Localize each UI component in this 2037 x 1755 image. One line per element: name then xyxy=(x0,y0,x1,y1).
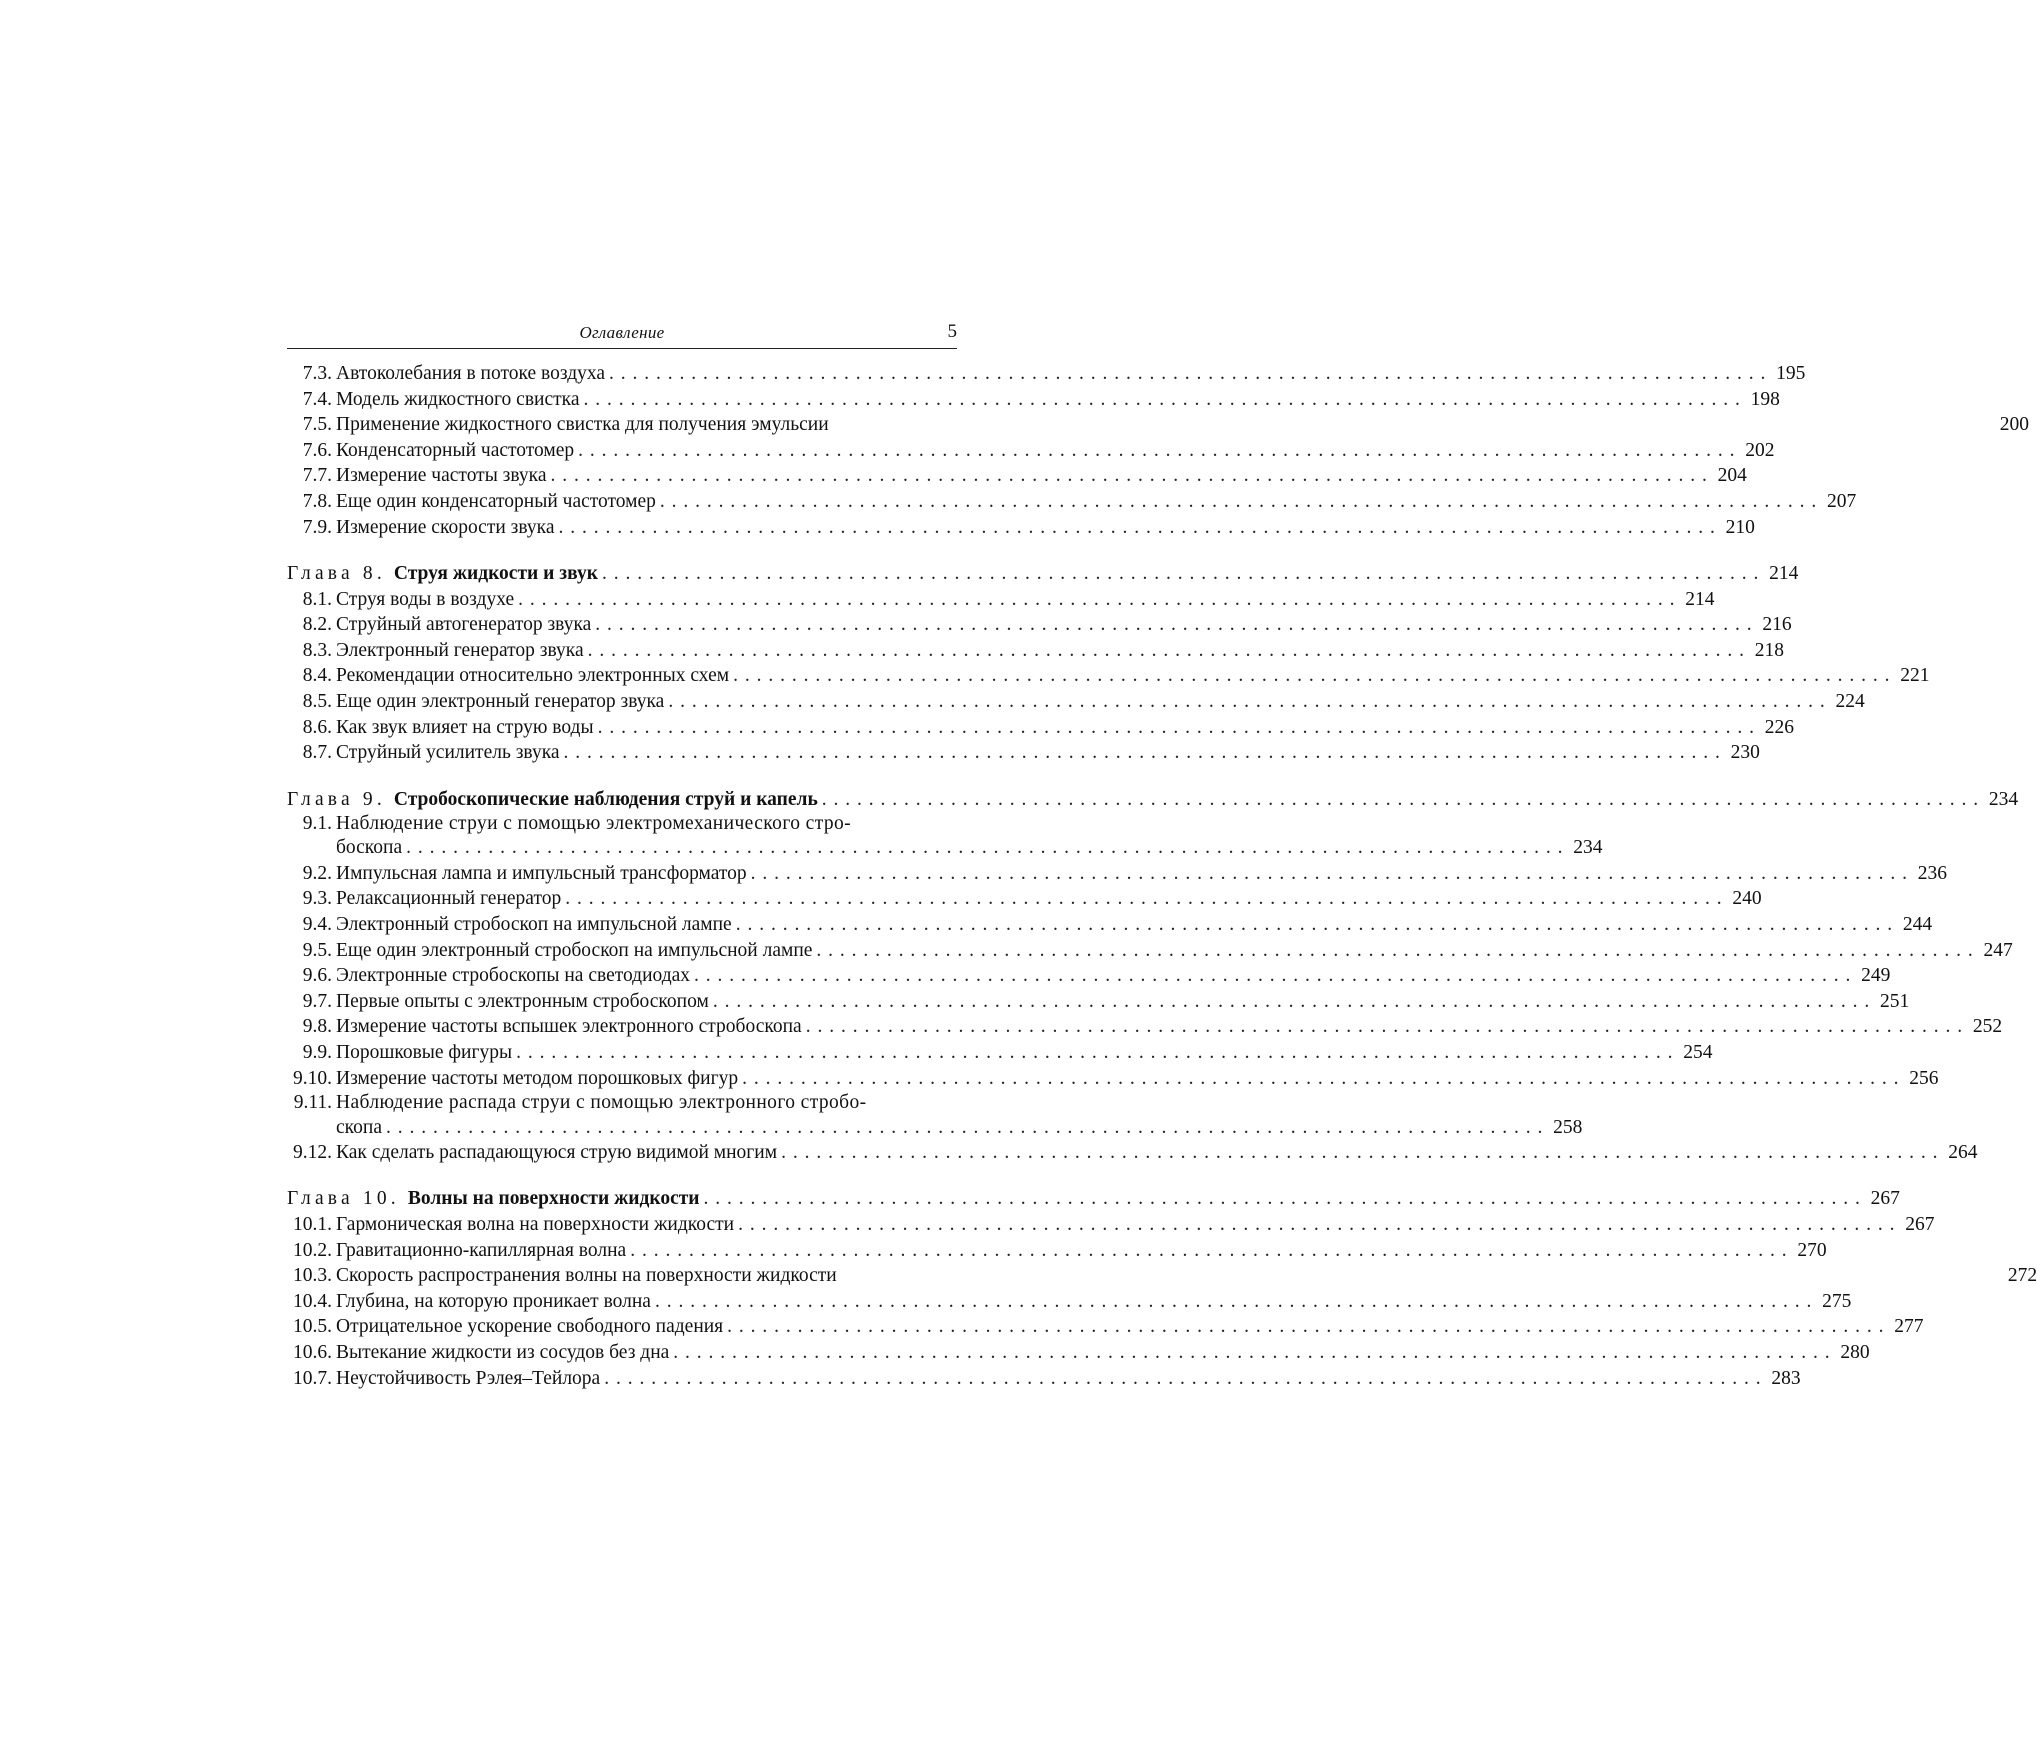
toc-entry[interactable] xyxy=(287,663,1930,689)
section-number: 9.12. xyxy=(293,1142,332,1163)
section-number: 7.3. xyxy=(302,363,332,384)
toc-entry[interactable] xyxy=(287,1014,2003,1040)
section-title: Вытекание жидкости из сосудов без дна xyxy=(336,1341,670,1363)
section-title: Измерение частоты методом порошковых фигур xyxy=(336,1067,739,1089)
leader-dots xyxy=(806,1014,1962,1040)
section-number: 7.9. xyxy=(302,516,332,538)
section-page: 236 xyxy=(1917,862,1948,884)
section-number: 8.2. xyxy=(302,614,332,636)
section-page: 275 xyxy=(1822,1290,1852,1312)
section-number: 9.7. xyxy=(302,990,332,1012)
toc-entry[interactable] xyxy=(287,912,1933,938)
chapter-8 xyxy=(287,561,1930,766)
section-title: Струя воды в воздухе xyxy=(336,588,515,610)
leader-dots xyxy=(386,1116,1542,1140)
chapter-heading[interactable] xyxy=(287,561,1799,587)
section-number: 10.2. xyxy=(293,1239,332,1261)
section-title: Скорость распространения волны на поверхности жидкости xyxy=(336,1265,837,1287)
leader-dots xyxy=(668,689,1824,715)
section-number: 7.6. xyxy=(302,439,332,461)
section-number: 7.5. xyxy=(302,414,332,436)
toc-entry[interactable] xyxy=(287,515,1755,541)
section-title: Электронный стробоскоп на импульсной лампе xyxy=(336,914,732,936)
leader-dots xyxy=(609,361,1765,387)
section-title: Глубина, на которую проникает волна xyxy=(336,1290,651,1312)
section-title-line1: Наблюдение распада струи с помощью электронного стробо- xyxy=(336,1092,867,1114)
header-title: Оглавление xyxy=(579,323,665,342)
leader-dots xyxy=(578,438,1734,464)
section-page: 214 xyxy=(1685,588,1715,610)
section-title: Первые опыты с электронным стробоскопом xyxy=(336,990,709,1012)
toc-entry[interactable] xyxy=(287,1140,1978,1166)
section-page: 249 xyxy=(1861,965,1891,987)
toc-entry[interactable] xyxy=(287,438,1775,464)
section-title: Модель жидкостного свистка xyxy=(336,388,580,410)
section-number: 8.1. xyxy=(302,588,332,610)
section-number: 9.3. xyxy=(302,888,332,910)
section-number: 9.9. xyxy=(302,1042,332,1064)
leader-dots xyxy=(564,740,1720,766)
section-number: 8.5. xyxy=(302,690,332,712)
section-number: 9.5. xyxy=(302,939,332,961)
section-page: 198 xyxy=(1750,388,1780,410)
section-number: 9.1. xyxy=(302,813,332,835)
leader-dots xyxy=(559,515,1715,541)
toc-page xyxy=(287,318,2037,1391)
section-title-line2: скопа xyxy=(336,1116,382,1138)
header-page-number: 5 xyxy=(947,321,957,342)
toc-entry[interactable] xyxy=(287,463,1747,489)
section-title: Гармоническая волна на поверхности жидкости xyxy=(336,1213,735,1235)
section-page: 254 xyxy=(1683,1042,1713,1064)
section-number: 10.4. xyxy=(293,1290,332,1312)
leader-dots xyxy=(551,463,1707,489)
section-number: 7.7. xyxy=(302,465,332,487)
section-page: 210 xyxy=(1725,516,1755,538)
section-number: 9.2. xyxy=(302,862,332,884)
section-number: 8.4. xyxy=(302,665,332,687)
section-page: 267 xyxy=(1905,1213,1935,1235)
section-title: Порошковые фигуры xyxy=(336,1042,513,1064)
section-page: 247 xyxy=(1983,939,2013,961)
leader-dots xyxy=(673,1340,1829,1366)
section-title: Как звук влияет на струю воды xyxy=(336,716,594,738)
section-number: 9.8. xyxy=(302,1016,332,1038)
toc-entry[interactable] xyxy=(287,963,1891,989)
toc-entry[interactable] xyxy=(287,489,1857,515)
section-page: 264 xyxy=(1948,1142,1978,1163)
toc-entry[interactable] xyxy=(287,715,1794,741)
section-number: 10.3. xyxy=(293,1265,332,1287)
section-title: Струйный автогенератор звука xyxy=(336,614,592,636)
toc-entry[interactable] xyxy=(287,812,957,836)
section-page: 216 xyxy=(1762,614,1792,636)
leader-dots xyxy=(602,561,1758,587)
toc-entry[interactable] xyxy=(287,1366,1801,1392)
section-page: 244 xyxy=(1902,914,1933,936)
leader-dots xyxy=(406,836,1562,860)
section-number: 7.8. xyxy=(302,490,332,512)
section-number: 10.7. xyxy=(293,1367,332,1389)
chapter-9 xyxy=(287,787,2019,1166)
section-title: Еще один электронный генератор звука xyxy=(336,690,665,712)
section-title: Струйный усилитель звука xyxy=(336,742,560,764)
leader-dots xyxy=(583,387,1739,413)
section-title: Как сделать распадающуюся струю видимой многим xyxy=(336,1142,778,1163)
chapter-7-sections xyxy=(287,361,2030,540)
toc-entry[interactable] xyxy=(287,989,1910,1015)
section-title: Автоколебания в потоке воздуха xyxy=(336,363,606,384)
chapter-page: 214 xyxy=(1769,562,1799,584)
leader-dots xyxy=(595,612,1751,638)
toc-entry[interactable] xyxy=(287,886,1762,912)
chapter-label: Глава 8. xyxy=(287,562,386,584)
section-number: 9.11. xyxy=(293,1092,332,1114)
toc-entry[interactable] xyxy=(287,1314,1924,1340)
chapter-label: Глава 9. xyxy=(287,788,386,810)
chapter-title: Волны на поверхности жидкости xyxy=(407,1188,700,1210)
section-page: 207 xyxy=(1827,490,1857,512)
leader-dots xyxy=(822,787,1978,813)
toc-entry[interactable] xyxy=(287,612,1792,638)
leader-dots xyxy=(713,989,1869,1015)
leader-dots xyxy=(742,1066,1898,1092)
toc-entry[interactable] xyxy=(287,361,1806,387)
toc-entry-continuation[interactable] xyxy=(287,836,1603,860)
section-number: 7.4. xyxy=(302,388,332,410)
leader-dots xyxy=(733,663,1889,689)
chapter-title: Стробоскопические наблюдения струй и капель xyxy=(393,788,818,810)
toc-entry[interactable] xyxy=(287,740,1760,766)
section-page: 224 xyxy=(1835,690,1865,712)
leader-dots xyxy=(727,1314,1883,1340)
leader-dots xyxy=(598,715,1754,741)
leader-dots xyxy=(518,587,1674,613)
chapter-title: Струя жидкости и звук xyxy=(393,562,598,584)
leader-dots xyxy=(816,938,1972,964)
toc-entry[interactable] xyxy=(287,387,1780,413)
section-title: Электронные стробоскопы на светодиодах xyxy=(336,965,691,987)
section-page: 221 xyxy=(1900,665,1930,687)
leader-dots xyxy=(694,963,1850,989)
section-title: Еще один конденсаторный частотомер xyxy=(336,490,656,512)
toc-entry[interactable] xyxy=(287,587,1715,613)
section-page: 202 xyxy=(1745,439,1775,461)
section-page: 272 xyxy=(2007,1265,2037,1287)
leader-dots xyxy=(704,1186,1860,1212)
section-title: Рекомендации относительно электронных схем xyxy=(336,665,730,687)
section-page: 234 xyxy=(1573,837,1603,859)
section-title: Релаксационный генератор xyxy=(336,888,562,910)
toc-entry[interactable] xyxy=(287,1040,1713,1066)
chapter-label: Глава 10. xyxy=(287,1188,400,1210)
section-page: 258 xyxy=(1553,1116,1583,1138)
section-title-line1: Наблюдение струи с помощью электромеханического стро- xyxy=(336,813,852,835)
toc-entry[interactable] xyxy=(287,1212,1935,1238)
section-title: Гравитационно-капиллярная волна xyxy=(336,1239,627,1261)
leader-dots xyxy=(751,861,1907,887)
section-title: Измерение частоты звука xyxy=(336,465,547,487)
section-page: 240 xyxy=(1732,888,1762,910)
section-title: Импульсная лампа и импульсный трансформатор xyxy=(336,862,747,884)
toc-entry[interactable] xyxy=(287,412,2030,438)
section-title: Отрицательное ускорение свободного падения xyxy=(336,1316,724,1338)
section-title: Еще один электронный стробоскоп на импульсной лампе xyxy=(336,939,813,961)
table-of-contents xyxy=(287,361,2037,1391)
section-title-line2: боскопа xyxy=(336,837,403,859)
section-page: 195 xyxy=(1776,363,1806,384)
toc-entry[interactable] xyxy=(287,938,2013,964)
toc-entry-continuation[interactable] xyxy=(287,1116,1583,1140)
chapter-page: 234 xyxy=(1988,788,2019,810)
leader-dots xyxy=(516,1040,1672,1066)
chapter-10 xyxy=(287,1186,2037,1391)
chapter-heading[interactable] xyxy=(287,1186,1900,1212)
section-page: 277 xyxy=(1894,1316,1924,1338)
section-title: Конденсаторный частотомер xyxy=(336,439,575,461)
section-title: Применение жидкостного свистка для получения эмульсии xyxy=(336,414,829,436)
section-number: 9.6. xyxy=(302,965,332,987)
section-title: Измерение частоты вспышек электронного стробоскопа xyxy=(336,1016,802,1038)
section-page: 218 xyxy=(1754,639,1784,661)
section-number: 9.4. xyxy=(302,914,332,936)
toc-entry[interactable] xyxy=(287,1289,1852,1315)
section-page: 251 xyxy=(1879,990,1910,1012)
chapter-heading[interactable] xyxy=(287,787,2019,813)
section-number: 9.10. xyxy=(293,1067,332,1089)
section-title: Электронный генератор звука xyxy=(336,639,584,661)
section-page: 226 xyxy=(1764,716,1794,738)
section-number: 10.1. xyxy=(293,1213,332,1235)
section-page: 270 xyxy=(1797,1239,1827,1261)
leader-dots xyxy=(630,1238,1786,1264)
leader-dots xyxy=(660,489,1816,515)
section-number: 8.7. xyxy=(302,742,332,764)
leader-dots xyxy=(738,1212,1894,1238)
section-number: 10.5. xyxy=(293,1316,332,1338)
section-page: 230 xyxy=(1730,742,1760,764)
section-page: 256 xyxy=(1909,1067,1939,1089)
section-page: 204 xyxy=(1717,465,1747,487)
toc-entry[interactable] xyxy=(287,1238,1827,1264)
leader-dots xyxy=(736,912,1892,938)
leader-dots xyxy=(781,1140,1937,1166)
toc-entry[interactable] xyxy=(287,638,1784,664)
section-page: 200 xyxy=(1999,414,2030,436)
leader-dots xyxy=(565,886,1721,912)
section-number: 8.3. xyxy=(302,639,332,661)
section-page: 252 xyxy=(1972,1016,2003,1038)
running-header xyxy=(287,318,957,349)
toc-entry[interactable] xyxy=(287,1340,1870,1366)
chapter-page: 267 xyxy=(1870,1188,1900,1210)
toc-entry[interactable] xyxy=(287,689,1865,715)
toc-entry[interactable] xyxy=(287,1066,1939,1092)
toc-entry[interactable] xyxy=(287,861,1948,887)
section-title: Измерение скорости звука xyxy=(336,516,555,538)
toc-entry[interactable] xyxy=(287,1263,2037,1289)
section-page: 280 xyxy=(1840,1341,1870,1363)
toc-entry[interactable] xyxy=(287,1091,957,1115)
leader-dots xyxy=(604,1366,1760,1392)
leader-dots xyxy=(588,638,1744,664)
section-page: 283 xyxy=(1771,1367,1801,1389)
leader-dots xyxy=(655,1289,1811,1315)
section-number: 10.6. xyxy=(293,1341,332,1363)
section-number: 8.6. xyxy=(302,716,332,738)
section-title: Неустойчивость Рэлея–Тейлора xyxy=(336,1367,601,1389)
